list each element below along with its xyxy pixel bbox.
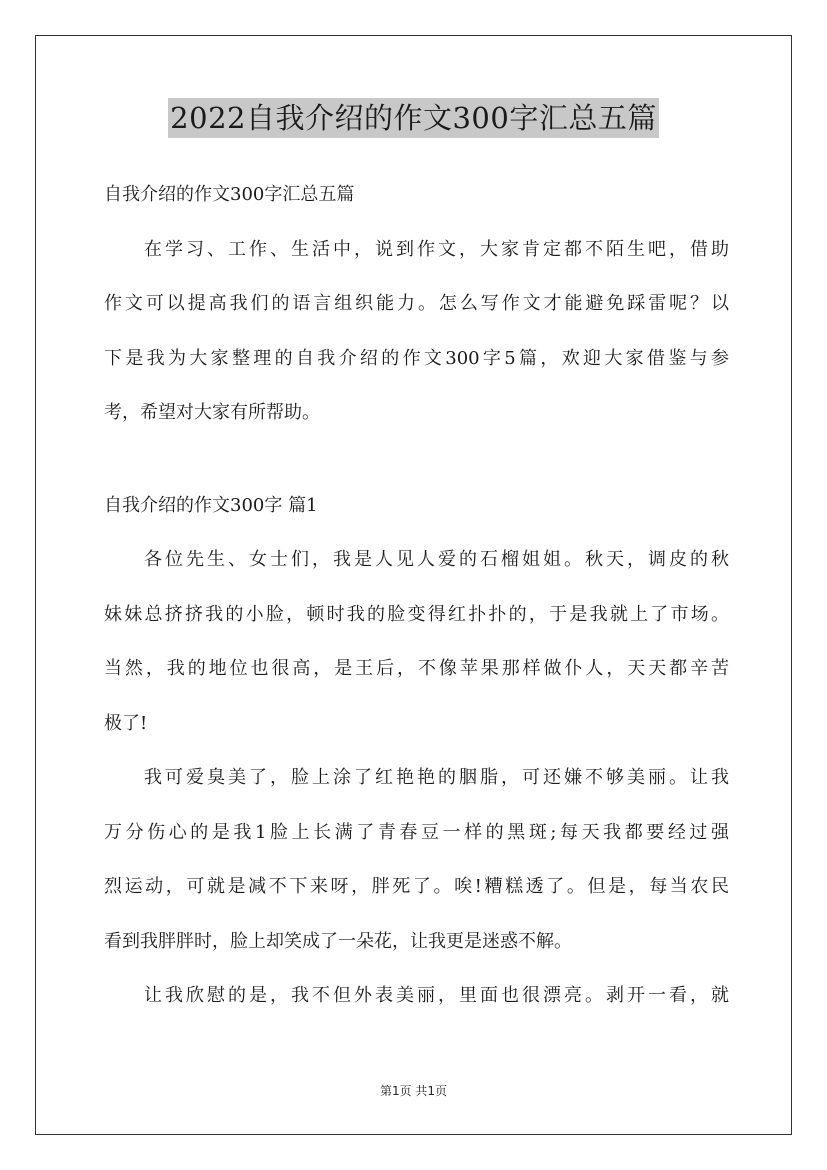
document-subtitle: 自我介绍的作文300字汇总五篇: [104, 184, 355, 205]
para2-line: 万分伤心的是我1脸上长满了青春豆一样的黑斑;每天我都要经过强: [104, 821, 729, 843]
title-container: [0, 98, 827, 138]
para1-line: 妹妹总挤挤我的小脸，顿时我的脸变得红扑扑的，于是我就上了市场。: [104, 603, 729, 625]
page-footer: 第1页 共1页: [379, 1084, 448, 1098]
para1-line: 极了!: [104, 712, 148, 734]
intro-line: 作文可以提高我们的语言组织能力。怎么写作文才能避免踩雷呢？以: [104, 293, 729, 314]
section-heading: 自我介绍的作文300字 篇1: [104, 494, 318, 516]
para2-line: 烈运动，可就是减不下来呀，胖死了。唉!糟糕透了。但是，每当农民: [104, 876, 729, 897]
para1-line: 当然，我的地位也很高，是王后，不像苹果那样做仆人，天天都辛苦: [104, 658, 729, 679]
para1-line: 各位先生、女士们，我是人见人爱的石榴姐姐。秋天，调皮的秋: [144, 549, 729, 570]
intro-line: 下是我为大家整理的自我介绍的作文300字5篇，欢迎大家借鉴与参: [104, 347, 729, 369]
document-body: [104, 172, 729, 1028]
para2-line: 看到我胖胖时，脸上却笑成了一朵花，让我更是迷惑不解。: [104, 930, 572, 952]
para3-line: 让我欣慰的是，我不但外表美丽，里面也很漂亮。剥开一看，就: [144, 985, 729, 1006]
document-title: 2022自我介绍的作文300字汇总五篇: [168, 98, 659, 138]
intro-line: 考，希望对大家有所帮助。: [104, 402, 320, 423]
intro-line: 在学习、工作、生活中，说到作文，大家肯定都不陌生吧，借助: [144, 238, 729, 260]
section-gap: [104, 445, 729, 483]
para2-line: 我可爱臭美了，脸上涂了红艳艳的胭脂，可还嫌不够美丽。让我: [144, 767, 729, 788]
